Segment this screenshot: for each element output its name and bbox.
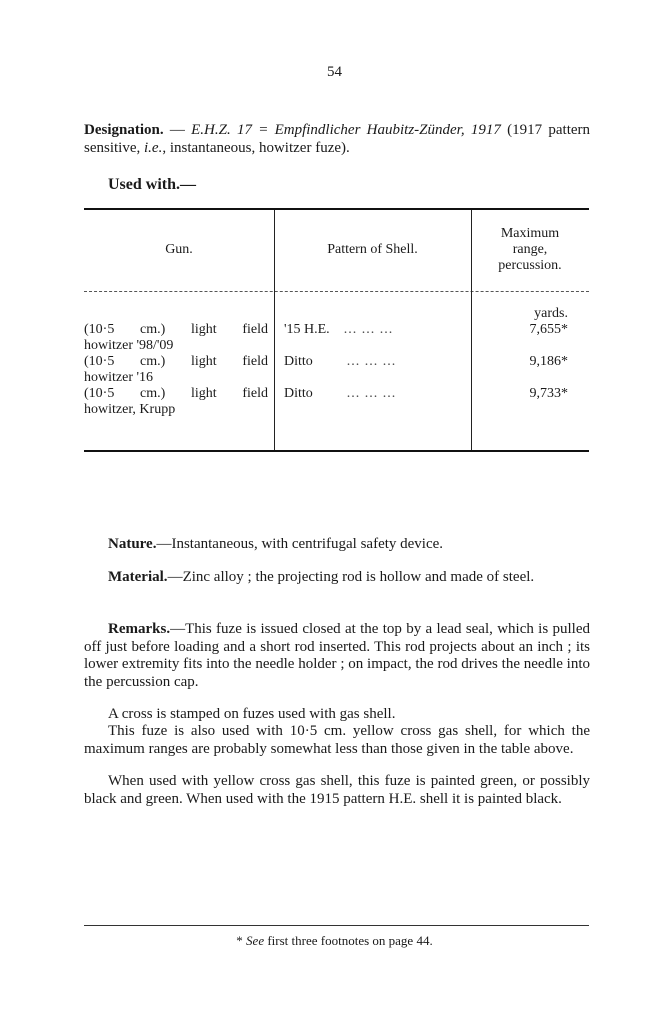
remarks-heading: Remarks. <box>108 621 171 637</box>
footnote-rule <box>84 925 589 926</box>
range-units: yards. <box>534 306 568 321</box>
gun-text: cm.) <box>140 354 166 369</box>
table-row-range: 9,733* <box>529 386 568 401</box>
table-header-rule <box>84 291 589 292</box>
header-gun: Gun. <box>165 242 193 257</box>
gun-text: light <box>190 386 217 401</box>
gun-text: (10·5 <box>84 354 115 369</box>
pattern-text: '15 H.E. <box>284 322 330 337</box>
designation-text2: , instantaneous, howitzer fuze). <box>162 139 350 156</box>
gun-text: (10·5 <box>84 322 115 337</box>
material-text: —Zinc alloy ; the projecting rod is hollow and made of steel. <box>167 569 535 585</box>
pattern-text: Ditto <box>284 354 313 369</box>
table-row-pattern <box>284 322 393 338</box>
table-row-gun <box>84 354 268 386</box>
gun-text: field <box>242 386 268 401</box>
designation-ie: i.e. <box>144 139 163 156</box>
header-range-line: Maximum <box>500 226 560 241</box>
gun-text: (10·5 <box>84 386 115 401</box>
table-row-pattern <box>284 386 396 402</box>
gun-line <box>84 322 268 338</box>
gun-line-2: howitzer, Krupp <box>84 402 176 417</box>
remarks-gas-paragraph: This fuze is also used with 10·5 cm. yellow cross gas shell, for which the maximum ranges are probably somewhat less than those given in the table above. <box>84 723 590 757</box>
header-range <box>471 226 589 274</box>
designation-text: (1917 pattern sensitive, <box>84 122 591 156</box>
designation-paragraph <box>84 122 590 157</box>
gun-line-2: howitzer '16 <box>84 370 154 385</box>
gun-text: cm.) <box>140 322 166 337</box>
leader-dots: ... ... ... <box>346 386 397 401</box>
table-bottom-rule <box>84 450 589 452</box>
used-with-heading: Used with.— <box>108 176 197 193</box>
gun-text: field <box>242 354 268 369</box>
material-paragraph <box>84 569 590 587</box>
leader-dots: ... ... ... <box>343 322 394 337</box>
remarks-paragraph <box>84 621 590 691</box>
table-top-rule <box>84 208 589 210</box>
nature-text: —Instantaneous, with centrifugal safety device. <box>156 536 444 552</box>
remarks-cross-paragraph: A cross is stamped on fuzes used with gas shell. <box>108 706 396 722</box>
gun-text: light <box>190 354 217 369</box>
table-row-pattern <box>284 354 396 370</box>
footnote-text: first three footnotes on page 44. <box>264 933 433 948</box>
table-row-gun <box>84 386 268 418</box>
footnote-see: See <box>246 933 265 948</box>
remarks-paint-paragraph: When used with yellow cross gas shell, this fuze is painted green, or possibly black and green. When used with the 1915 pattern H.E. shell it is painted black. <box>84 773 590 807</box>
designation-dash: — <box>163 122 192 138</box>
leader-dots: ... ... ... <box>346 354 397 369</box>
gun-line <box>84 354 268 370</box>
nature-heading: Nature. <box>108 536 157 552</box>
material-heading: Material. <box>108 569 168 585</box>
footnote-mark: * <box>236 933 247 948</box>
pattern-text: Ditto <box>284 386 313 401</box>
header-range-line: range, <box>512 242 548 257</box>
designation-heading: Designation. <box>84 122 164 138</box>
header-pattern: Pattern of Shell. <box>327 242 418 257</box>
gun-line-2: howitzer '98/'09 <box>84 338 174 353</box>
gun-text: field <box>242 322 268 337</box>
nature-paragraph <box>84 536 590 554</box>
header-range-line: percussion. <box>498 258 562 273</box>
table-row-gun <box>84 322 268 354</box>
table-row-range: 7,655* <box>529 322 568 337</box>
gun-text: light <box>190 322 217 337</box>
designation-code: E.H.Z. 17 = Empfindlicher Haubitz-Zünder, 1917 <box>191 122 501 138</box>
table-row-range: 9,186* <box>529 354 568 369</box>
remarks-text: —This fuze is issued closed at the top by a lead seal, which is pulled off just before loading and a short rod inserted. This rod projects about an inch ; its lower extremity fits into the needle holder ; on impact, the rod drives the needle into the percussion cap. <box>84 621 590 690</box>
page-number: 54 <box>327 64 342 80</box>
footnote <box>0 933 669 949</box>
gun-line <box>84 386 268 402</box>
gun-text: cm.) <box>140 386 166 401</box>
